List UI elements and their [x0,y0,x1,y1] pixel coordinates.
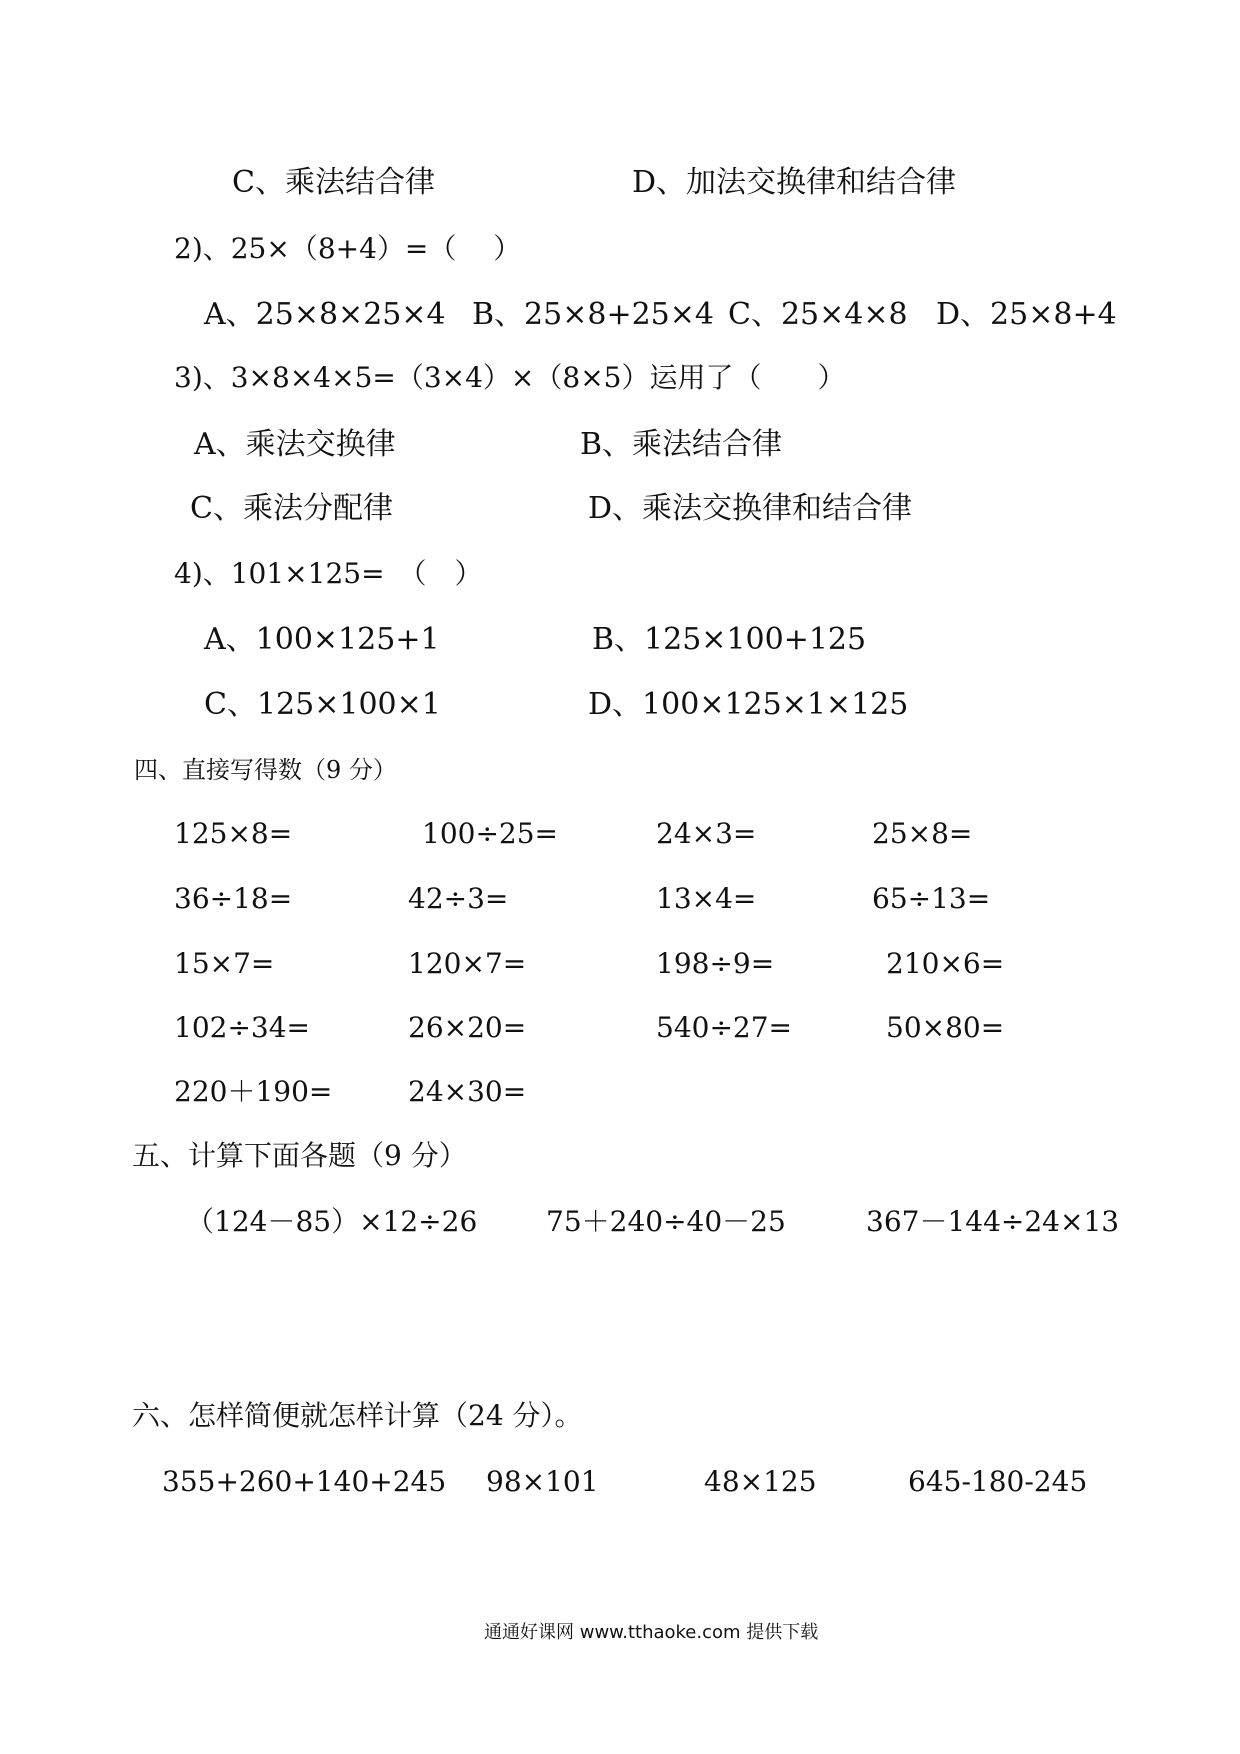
q2-option-c: C、25×4×8 [728,297,908,332]
calc-item: （124－85）×12÷26 [186,1205,478,1238]
oral-item: 220＋190= [174,1075,333,1108]
section-6-title: 六、怎样简便就怎样计算（24 分）。 [132,1399,583,1432]
oral-item: 36÷18= [174,882,293,915]
oral-item: 25×8= [872,817,973,850]
q3-option-c: C、乘法分配律 [190,491,393,526]
q2-option-d: D、25×8+4 [936,297,1117,332]
q3-option-d: D、乘法交换律和结合律 [588,491,913,526]
oral-item: 15×7= [174,947,275,980]
q3-option-a: A、乘法交换律 [194,427,396,462]
oral-item: 26×20= [408,1011,527,1044]
oral-item: 65÷13= [872,882,991,915]
oral-item: 50×80= [886,1011,1005,1044]
oral-item: 100÷25= [422,817,558,850]
oral-item: 42÷3= [408,882,509,915]
q2-stem: 2)、25×（8+4）=（ ） [174,232,522,265]
simplify-item: 98×101 [486,1465,599,1498]
oral-item: 210×6= [886,947,1005,980]
q2-option-b: B、25×8+25×4 [472,297,714,332]
q1-option-d: D、加法交换律和结合律 [632,165,957,200]
section-4-title: 四、直接写得数（9 分） [134,756,397,784]
q4-option-d: D、100×125×1×125 [588,687,909,722]
q1-option-c: C、乘法结合律 [232,165,435,200]
oral-item: 198÷9= [656,947,775,980]
q2-option-a: A、25×8×25×4 [204,297,446,332]
oral-item: 13×4= [656,882,757,915]
simplify-item: 355+260+140+245 [162,1465,447,1498]
simplify-item: 645-180-245 [908,1465,1088,1498]
q3-option-b: B、乘法结合律 [580,427,783,462]
calc-item: 367－144÷24×13 [866,1205,1120,1238]
oral-item: 24×3= [656,817,757,850]
simplify-item: 48×125 [704,1465,817,1498]
q4-option-b: B、125×100+125 [592,622,867,657]
q4-stem: 4)、101×125= （ ） [174,557,483,590]
footer-source: 通通好课网 www.tthaoke.com 提供下载 [484,1622,819,1643]
q4-option-c: C、125×100×1 [204,687,441,722]
q3-stem: 3)、3×8×4×5=（3×4）×（8×5）运用了（ ） [174,361,846,394]
oral-item: 102÷34= [174,1011,310,1044]
section-5-title: 五、计算下面各题（9 分） [132,1139,467,1172]
q4-option-a: A、100×125+1 [204,622,440,657]
oral-item: 540÷27= [656,1011,792,1044]
calc-item: 75＋240÷40－25 [546,1205,786,1238]
oral-item: 120×7= [408,947,527,980]
oral-item: 125×8= [174,817,293,850]
oral-item: 24×30= [408,1075,527,1108]
